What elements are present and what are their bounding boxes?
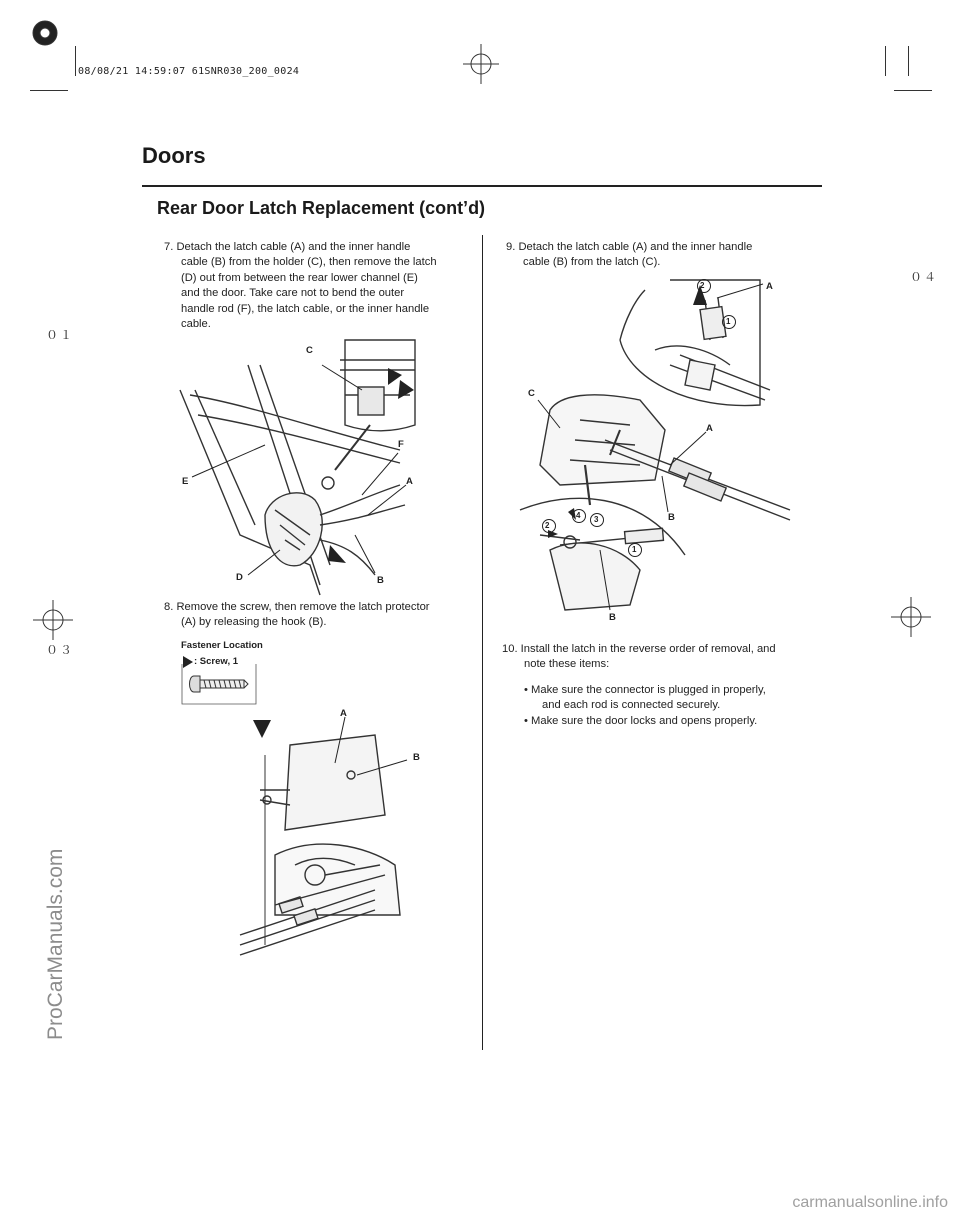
bullet-item: • Make sure the door locks and opens properly. [524, 714, 758, 727]
label-d: D [236, 572, 243, 583]
step-text-line: and the door. Take care not to bend the outer [181, 287, 405, 300]
label-b-mid: B [668, 512, 675, 523]
step-1-bottom: 1 [632, 545, 637, 554]
label-f: F [398, 439, 404, 450]
page-code-bl: ０３ [46, 643, 75, 657]
step-10 [502, 642, 776, 729]
step-number: 8. [164, 601, 174, 613]
step-text-line: Remove the screw, then remove the latch protector [176, 601, 430, 613]
latch-removal-illustration [170, 335, 470, 595]
label-a-protector: A [340, 708, 347, 719]
step-2-top: 2 [700, 281, 705, 290]
label-e: E [182, 476, 189, 487]
label-a: A [406, 476, 413, 487]
step-8 [164, 600, 430, 631]
fastener-heading: Fastener Location [181, 640, 263, 651]
label-c-latch: C [528, 388, 535, 399]
step-9 [506, 240, 752, 271]
bullet-item: • Make sure the connector is plugged in properly, [524, 683, 766, 696]
step-number: 9. [506, 241, 516, 253]
page-code-tl: ０１ [46, 328, 75, 342]
footer-watermark: carmanualsonline.info [792, 1194, 948, 1211]
step-1-top: 1 [726, 317, 731, 326]
side-watermark [14, 440, 74, 1040]
section-title: Rear Door Latch Replacement (cont’d) [157, 198, 486, 218]
title-rule [142, 185, 822, 187]
label-c: C [306, 345, 313, 356]
step-3: 3 [594, 515, 599, 524]
label-b-bottom: B [609, 612, 616, 623]
label-a-mid: A [706, 423, 713, 434]
step-number: 7. [164, 241, 174, 253]
step-text-line: note these items: [524, 658, 610, 671]
step-7 [164, 240, 437, 332]
step-2-bottom: 2 [545, 521, 550, 530]
page-title: Doors [142, 143, 206, 168]
fastener-item: : Screw, 1 [194, 656, 239, 667]
step-text-line: cable (B) from the latch (C). [523, 256, 661, 269]
step-4: 4 [576, 511, 581, 520]
label-b: B [377, 575, 384, 586]
step-number: 10. [502, 643, 518, 655]
step-text-line: (D) out from between the rear lower channel (E) [181, 271, 418, 284]
bullet-text: Make sure the door locks and opens properly. [531, 714, 758, 727]
step-text-line: cable (B) from the holder (C), then remove the latch [181, 256, 437, 269]
print-stamp: 08/08/21 14:59:07 61SNR030_200_0024 [78, 66, 300, 77]
step-text-line: (A) by releasing the hook (B). [181, 616, 327, 629]
label-b-hook: B [413, 752, 420, 763]
column-divider [482, 235, 483, 1050]
step-text-line: Detach the latch cable (A) and the inner handle [518, 241, 753, 253]
step-text-line: Detach the latch cable (A) and the inner handle [176, 241, 411, 253]
step-text-line: cable. [181, 318, 211, 331]
side-watermark-text: ProCarManuals.com [44, 848, 67, 1040]
bullet-continuation: and each rod is connected securely. [542, 699, 721, 712]
step-text-line: handle rod (F), the latch cable, or the inner handle [181, 302, 430, 315]
screw-icon [182, 664, 256, 704]
page-code-tr: ０４ [910, 270, 939, 284]
label-a-top: A [766, 281, 773, 292]
step-text-line: Install the latch in the reverse order of removal, and [520, 643, 776, 655]
bullet-text: Make sure the connector is plugged in properly, [531, 683, 766, 696]
latch-protector-illustration [235, 705, 435, 955]
latch-cable-illustration [520, 280, 790, 630]
